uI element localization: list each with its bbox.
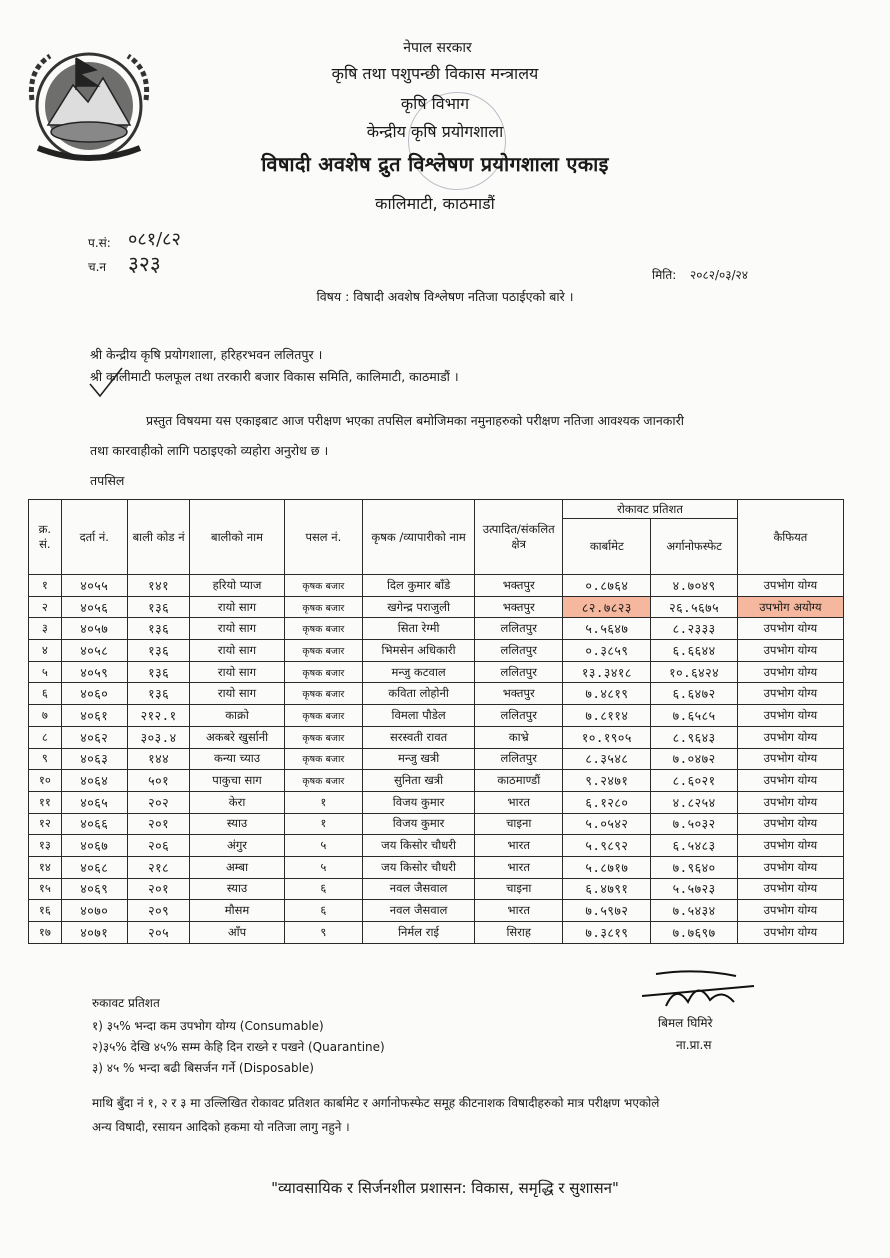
cell-carbamate: ५.८७१७ — [563, 856, 651, 878]
date-value: २०८२/०३/२४ — [690, 268, 749, 282]
cell-farmer: जय किसोर चौधरी — [362, 856, 474, 878]
th-crop-name: बालीको नाम — [190, 500, 284, 575]
cell-sn: १ — [29, 575, 62, 597]
body-line-1: प्रस्तुत विषयमा यस एकाइबाट आज परीक्षण भएका तपसिल बमोजिमका नमुनाहरुको परीक्षण नतिजा आवश्यक जानकारी — [146, 413, 684, 428]
cell-organophosphate: ६.५४८३ — [651, 835, 737, 857]
cell-darta: ४०६० — [61, 683, 127, 705]
cell-sn: ९ — [29, 748, 62, 770]
header-central-lab: केन्द्रीय कृषि प्रयोगशाला — [366, 122, 504, 141]
cell-carbamate: ९.२४७१ — [563, 770, 651, 792]
legend-item-2: २)३५% देखि ४५% सम्म केहि दिन राख्ने र पखने (Quarantine) — [92, 1040, 385, 1054]
table-row — [29, 900, 844, 922]
cell-organophosphate: ६.६६४४ — [651, 640, 737, 662]
cell-origin: चाइना — [475, 878, 563, 900]
cell-origin: भारत — [475, 900, 563, 922]
th-crop-code: बाली कोड नं — [127, 500, 190, 575]
cell-carbamate: ६.१२८० — [563, 791, 651, 813]
cell-origin: भक्तपुर — [475, 575, 563, 597]
cell-crop-name: रायो साग — [190, 683, 284, 705]
cell-origin: ललितपुर — [475, 640, 563, 662]
cell-pasal: कृषक बजार — [284, 596, 362, 618]
results-body — [29, 575, 844, 944]
cell-pasal: कृषक बजार — [284, 575, 362, 597]
cell-pasal: कृषक बजार — [284, 661, 362, 683]
cell-farmer: सरस्वती रावत — [362, 726, 474, 748]
cell-remarks: उपभोग योग्य — [737, 856, 843, 878]
cell-sn: ८ — [29, 726, 62, 748]
cell-organophosphate: ७.५४३४ — [651, 900, 737, 922]
cell-remarks: उपभोग योग्य — [737, 878, 843, 900]
cell-pasal: कृषक बजार — [284, 618, 362, 640]
header-government: नेपाल सरकार — [403, 40, 472, 56]
cell-sn: २ — [29, 596, 62, 618]
table-row — [29, 835, 844, 857]
cell-organophosphate: ७.७६९७ — [651, 922, 737, 944]
cell-crop-name: काक्रो — [190, 705, 284, 727]
table-row — [29, 683, 844, 705]
cell-sn: १३ — [29, 835, 62, 857]
table-row — [29, 878, 844, 900]
cell-sn: १५ — [29, 878, 62, 900]
cell-crop-name: अकबरे खुर्सानी — [190, 726, 284, 748]
cell-crop-code: २०१ — [127, 878, 190, 900]
cell-organophosphate: ७.९६४० — [651, 856, 737, 878]
table-row — [29, 770, 844, 792]
table-row — [29, 726, 844, 748]
cell-crop-name: कन्या च्याउ — [190, 748, 284, 770]
cell-farmer: मन्जु कटवाल — [362, 661, 474, 683]
cell-carbamate: ५.९८९२ — [563, 835, 651, 857]
cell-farmer: दिल कुमार बाँडे — [362, 575, 474, 597]
cell-darta: ४०६९ — [61, 878, 127, 900]
cell-crop-code: १३६ — [127, 683, 190, 705]
cell-farmer: कविता लोहोनी — [362, 683, 474, 705]
cell-farmer: नवल जैसवाल — [362, 878, 474, 900]
header-ministry: कृषि तथा पशुपन्छी विकास मन्त्रालय — [331, 64, 539, 83]
cell-organophosphate: ७.६५८५ — [651, 705, 737, 727]
cell-sn: ४ — [29, 640, 62, 662]
cell-remarks: उपभोग योग्य — [737, 835, 843, 857]
cell-darta: ४०६४ — [61, 770, 127, 792]
th-farmer: कृषक /व्यापारीको नाम — [362, 500, 474, 575]
cell-crop-name: मौसम — [190, 900, 284, 922]
cell-darta: ४०५७ — [61, 618, 127, 640]
table-row — [29, 596, 844, 618]
cell-remarks: उपभोग योग्य — [737, 575, 843, 597]
cell-carbamate: ७.८११४ — [563, 705, 651, 727]
cell-darta: ४०५५ — [61, 575, 127, 597]
cell-origin: भारत — [475, 791, 563, 813]
cell-sn: ३ — [29, 618, 62, 640]
cell-origin: काठमाण्डौं — [475, 770, 563, 792]
cell-crop-name: रायो साग — [190, 618, 284, 640]
cell-farmer: भिमसेन अधिकारी — [362, 640, 474, 662]
cell-remarks: उपभोग योग्य — [737, 683, 843, 705]
cell-remarks: उपभोग योग्य — [737, 705, 843, 727]
results-table — [28, 499, 844, 944]
th-pasal: पसल नं. — [284, 500, 362, 575]
cell-crop-code: १३६ — [127, 618, 190, 640]
cell-farmer: नवल जैसवाल — [362, 900, 474, 922]
cell-crop-code: २०२ — [127, 791, 190, 813]
cell-carbamate: ७.५९७२ — [563, 900, 651, 922]
cell-crop-code: ५०१ — [127, 770, 190, 792]
cell-farmer: जय किसोर चौधरी — [362, 835, 474, 857]
cell-remarks: उपभोग योग्य — [737, 813, 843, 835]
table-row — [29, 618, 844, 640]
cell-origin: भारत — [475, 835, 563, 857]
cell-carbamate: ६.४७९१ — [563, 878, 651, 900]
th-sn: क्र. सं. — [29, 500, 62, 575]
cell-organophosphate: ६.६४७२ — [651, 683, 737, 705]
cell-farmer: विमला पौडेल — [362, 705, 474, 727]
cell-origin: ललितपुर — [475, 618, 563, 640]
cell-pasal: ६ — [284, 900, 362, 922]
cell-sn: १७ — [29, 922, 62, 944]
cell-darta: ४०७१ — [61, 922, 127, 944]
cell-carbamate: १०.१९०५ — [563, 726, 651, 748]
table-row — [29, 748, 844, 770]
cell-darta: ४०६५ — [61, 791, 127, 813]
cell-darta: ४०६६ — [61, 813, 127, 835]
cell-crop-name: स्याउ — [190, 813, 284, 835]
date-label: मिति: — [652, 268, 677, 282]
ref-ps-value: ०८१/८२ — [128, 229, 181, 250]
cell-pasal: ५ — [284, 835, 362, 857]
th-carbamate: कार्बामेट — [563, 519, 651, 575]
header-address: कालिमाटी, काठमाडौं — [375, 194, 495, 213]
table-row — [29, 922, 844, 944]
cell-crop-code: १३६ — [127, 596, 190, 618]
th-inhibition: रोकावट प्रतिशत — [563, 500, 738, 519]
cell-origin: सिराह — [475, 922, 563, 944]
cell-crop-name: अंगुर — [190, 835, 284, 857]
cell-remarks: उपभोग योग्य — [737, 922, 843, 944]
table-row — [29, 791, 844, 813]
cell-remarks: उपभोग योग्य — [737, 618, 843, 640]
body-line-2: तथा कारवाहीको लागि पठाइएको व्यहोरा अनुरोध छ । — [90, 443, 329, 458]
cell-darta: ४०६८ — [61, 856, 127, 878]
subject-line: विषय : विषादी अवशेष विश्लेषण नतिजा पठाईएको बारे । — [316, 289, 574, 304]
cell-crop-code: २१८ — [127, 856, 190, 878]
tapsil-label: तपसिल — [90, 473, 125, 488]
table-row — [29, 575, 844, 597]
cell-crop-name: रायो साग — [190, 596, 284, 618]
cell-crop-name: केरा — [190, 791, 284, 813]
cell-darta: ४०५८ — [61, 640, 127, 662]
cell-sn: ११ — [29, 791, 62, 813]
cell-organophosphate: ८.२३३३ — [651, 618, 737, 640]
cell-origin: ललितपुर — [475, 705, 563, 727]
cell-sn: १० — [29, 770, 62, 792]
signatory-title: ना.प्रा.स — [676, 1038, 712, 1052]
cell-pasal: कृषक बजार — [284, 683, 362, 705]
cell-carbamate: ०.८७६४ — [563, 575, 651, 597]
legend-item-1: १) ३५% भन्दा कम उपभोग योग्य (Consumable) — [92, 1019, 324, 1033]
cell-origin: भक्तपुर — [475, 596, 563, 618]
cell-crop-code: १३६ — [127, 661, 190, 683]
note-line-2: अन्य विषादी, रसायन आदिको हकमा यो नतिजा लागु नहुने । — [92, 1120, 350, 1134]
ref-cn-label: च.न — [88, 260, 107, 274]
cell-carbamate: १३.३४१८ — [563, 661, 651, 683]
cell-pasal: १ — [284, 813, 362, 835]
cell-sn: ६ — [29, 683, 62, 705]
cell-darta: ४०६७ — [61, 835, 127, 857]
cell-crop-name: रायो साग — [190, 640, 284, 662]
th-darta: दर्ता नं. — [61, 500, 127, 575]
cell-remarks: उपभोग योग्य — [737, 726, 843, 748]
cell-sn: ५ — [29, 661, 62, 683]
cell-crop-name: आँप — [190, 922, 284, 944]
cell-farmer: सिता रेग्मी — [362, 618, 474, 640]
cell-crop-name: रायो साग — [190, 661, 284, 683]
cell-pasal: ६ — [284, 878, 362, 900]
table-row — [29, 705, 844, 727]
cell-origin: ललितपुर — [475, 661, 563, 683]
cell-crop-name: हरियो प्याज — [190, 575, 284, 597]
note-line-1: माथि बुँदा नं १, २ र ३ मा उल्लिखित रोकावट प्रतिशत कार्बामेट र अर्गानोफस्फेट समूह कीटनाशक विषादीहरुको मात्र परीक्षण भएकोले — [92, 1096, 660, 1110]
cell-farmer: मन्जु खत्री — [362, 748, 474, 770]
cell-crop-code: २०५ — [127, 922, 190, 944]
cell-darta: ४०६३ — [61, 748, 127, 770]
cell-organophosphate: १०.६४२४ — [651, 661, 737, 683]
cell-origin: भक्तपुर — [475, 683, 563, 705]
cell-carbamate: ०.३८५९ — [563, 640, 651, 662]
th-remarks: कैफियत — [737, 500, 843, 575]
cell-pasal: कृषक बजार — [284, 726, 362, 748]
cell-darta: ४०५९ — [61, 661, 127, 683]
cell-darta: ४०६१ — [61, 705, 127, 727]
cell-sn: १६ — [29, 900, 62, 922]
cell-origin: चाइना — [475, 813, 563, 835]
cell-carbamate: ७.४८१९ — [563, 683, 651, 705]
cell-farmer: खगेन्द्र पराजुली — [362, 596, 474, 618]
cell-organophosphate: ७.०४७२ — [651, 748, 737, 770]
table-row — [29, 856, 844, 878]
cell-crop-code: २०६ — [127, 835, 190, 857]
cell-origin: काभ्रे — [475, 726, 563, 748]
cell-remarks: उपभोग योग्य — [737, 791, 843, 813]
cell-pasal: ९ — [284, 922, 362, 944]
cell-pasal: कृषक बजार — [284, 640, 362, 662]
table-row — [29, 661, 844, 683]
cell-crop-code: १४४ — [127, 748, 190, 770]
cell-farmer: विजय कुमार — [362, 813, 474, 835]
cell-remarks: उपभोग योग्य — [737, 748, 843, 770]
cell-origin: भारत — [475, 856, 563, 878]
th-origin: उत्पादित/संकलित क्षेत्र — [475, 500, 563, 575]
signature-icon — [636, 966, 760, 1010]
ref-cn-value: ३२३ — [128, 252, 161, 276]
cell-remarks: उपभोग योग्य — [737, 900, 843, 922]
checkmark-icon — [86, 364, 126, 400]
th-organophosphate: अर्गानोफस्फेट — [651, 519, 737, 575]
header-unit: विषादी अवशेष द्रुत विश्लेषण प्रयोगशाला एकाइ — [261, 152, 609, 176]
cell-remarks: उपभोग योग्य — [737, 661, 843, 683]
cell-crop-code: २०९ — [127, 900, 190, 922]
cell-crop-name: स्याउ — [190, 878, 284, 900]
cell-organophosphate: ८.९६४३ — [651, 726, 737, 748]
cell-pasal: कृषक बजार — [284, 770, 362, 792]
recipient-1: श्री केन्द्रीय कृषि प्रयोगशाला, हरिहरभवन ललितपुर । — [90, 347, 323, 362]
cell-organophosphate: ५.५७२३ — [651, 878, 737, 900]
cell-sn: १२ — [29, 813, 62, 835]
table-row — [29, 640, 844, 662]
cell-farmer: विजय कुमार — [362, 791, 474, 813]
cell-crop-code: ३०३.४ — [127, 726, 190, 748]
cell-carbamate: ७.३८१९ — [563, 922, 651, 944]
cell-organophosphate: २६.५६७५ — [651, 596, 737, 618]
signatory-name: बिमल घिमिरे — [658, 1016, 713, 1030]
cell-pasal: कृषक बजार — [284, 705, 362, 727]
footer-motto: "व्यावसायिक र सिर्जनशील प्रशासन: विकास, समृद्धि र सुशासन" — [271, 1179, 619, 1197]
cell-sn: ७ — [29, 705, 62, 727]
cell-crop-code: २०१ — [127, 813, 190, 835]
cell-pasal: कृषक बजार — [284, 748, 362, 770]
cell-darta: ४०७० — [61, 900, 127, 922]
cell-crop-code: १४१ — [127, 575, 190, 597]
cell-crop-code: २१२.१ — [127, 705, 190, 727]
cell-sn: १४ — [29, 856, 62, 878]
cell-pasal: ५ — [284, 856, 362, 878]
cell-carbamate: ८२.७८२३ — [563, 596, 651, 618]
cell-organophosphate: ४.७०४९ — [651, 575, 737, 597]
cell-remarks: उपभोग योग्य — [737, 770, 843, 792]
cell-remarks: उपभोग योग्य — [737, 640, 843, 662]
cell-organophosphate: ४.८२५४ — [651, 791, 737, 813]
cell-crop-code: १३६ — [127, 640, 190, 662]
cell-darta: ४०६२ — [61, 726, 127, 748]
cell-remarks: उपभोग अयोग्य — [737, 596, 843, 618]
cell-carbamate: ५.५६४७ — [563, 618, 651, 640]
ref-ps-label: प.सं: — [88, 236, 111, 250]
cell-farmer: सुनिता खत्री — [362, 770, 474, 792]
cell-farmer: निर्मल राई — [362, 922, 474, 944]
header-department: कृषि विभाग — [400, 94, 470, 113]
cell-pasal: १ — [284, 791, 362, 813]
cell-organophosphate: ७.५०३२ — [651, 813, 737, 835]
cell-darta: ४०५६ — [61, 596, 127, 618]
table-row — [29, 813, 844, 835]
cell-carbamate: ५.०५४२ — [563, 813, 651, 835]
cell-organophosphate: ८.६०२१ — [651, 770, 737, 792]
cell-carbamate: ८.३५४८ — [563, 748, 651, 770]
cell-crop-name: अम्बा — [190, 856, 284, 878]
legend-item-3: ३) ४५ % भन्दा बढी बिसर्जन गर्ने (Disposable) — [92, 1061, 314, 1075]
cell-origin: ललितपुर — [475, 748, 563, 770]
recipient-2: श्री कालीमाटी फलफूल तथा तरकारी बजार विकास समिति, कालिमाटी, काठमाडौं । — [90, 369, 459, 384]
cell-crop-name: पाकुचा साग — [190, 770, 284, 792]
legend-title: रुकावट प्रतिशत — [92, 996, 160, 1010]
